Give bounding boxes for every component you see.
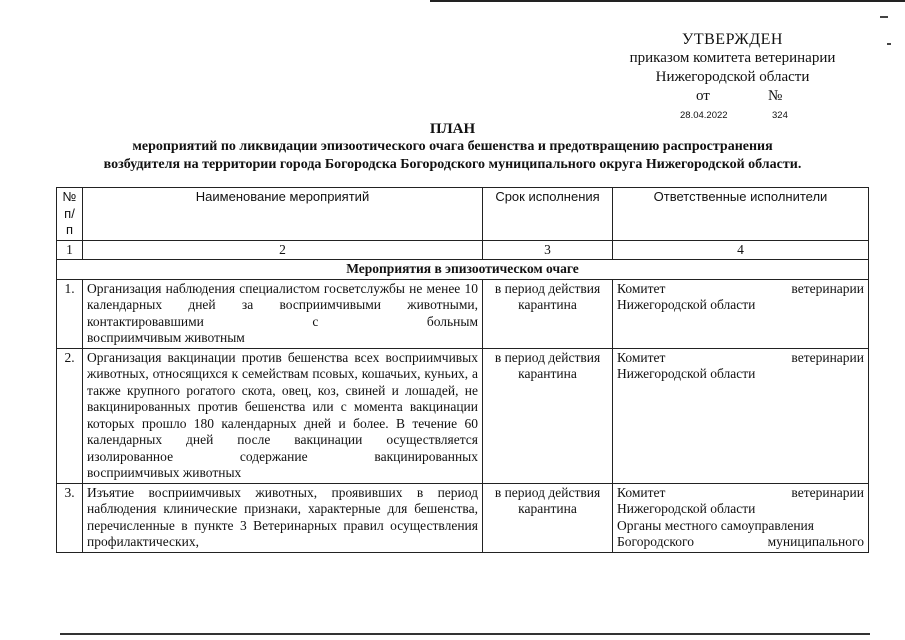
approval-line: приказом комитета ветеринарии bbox=[629, 50, 836, 66]
row-term: в период действия карантина bbox=[483, 348, 613, 483]
top-border-line bbox=[430, 0, 905, 2]
approval-line: Нижегородской области bbox=[655, 69, 810, 85]
from-label: от bbox=[696, 88, 710, 104]
plan-subtitle-line: возбудителя на территории города Богородска Богородского муниципального округа Нижегородской области. bbox=[103, 157, 802, 172]
resp-word: ветеринарии bbox=[791, 484, 864, 500]
activity-text-end: восприимчивых животных bbox=[87, 465, 242, 480]
activity-text-end: восприимчивым животным bbox=[87, 330, 245, 345]
activity-text: Организация наблюдения специалистом госветслужбы не менее 10 календарных дней за восприимчивыми животными, контактировавшими с больным bbox=[87, 280, 478, 329]
header-num: № п/п bbox=[57, 188, 83, 241]
approval-title: УТВЕРЖДЕН bbox=[682, 31, 783, 48]
row-responsible bbox=[613, 348, 869, 483]
resp-word: Богородского bbox=[617, 534, 694, 549]
resp-text: Нижегородской области bbox=[617, 366, 756, 381]
row-term: в период действия карантина bbox=[483, 279, 613, 348]
number-label: № bbox=[768, 88, 783, 104]
bottom-border-line bbox=[60, 633, 870, 635]
resp-word: Комитет bbox=[617, 280, 666, 296]
row-activity bbox=[83, 279, 483, 348]
section-title: Мероприятия в эпизоотическом очаге bbox=[57, 260, 869, 280]
row-activity bbox=[83, 483, 483, 552]
resp-word: ветеринарии bbox=[791, 349, 864, 365]
approval-stamp-block bbox=[600, 30, 865, 120]
scan-mark bbox=[887, 43, 891, 45]
column-number-row bbox=[57, 240, 869, 260]
row-number: 2. bbox=[57, 348, 83, 483]
table-row bbox=[57, 279, 869, 348]
table-header-row bbox=[57, 188, 869, 241]
resp-text: Нижегородской области bbox=[617, 501, 756, 516]
plan-title: ПЛАН bbox=[429, 121, 476, 137]
approval-number: 324 bbox=[772, 110, 788, 121]
resp-word: ветеринарии bbox=[791, 280, 864, 296]
resp-word: муниципального bbox=[767, 534, 864, 549]
row-responsible bbox=[613, 279, 869, 348]
row-term: в период действия карантина bbox=[483, 483, 613, 552]
column-number: 3 bbox=[483, 240, 613, 260]
resp-text: Нижегородской области bbox=[617, 297, 756, 312]
header-name: Наименование мероприятий bbox=[83, 188, 483, 241]
resp-word: Комитет bbox=[617, 484, 666, 500]
table-row bbox=[57, 483, 869, 552]
row-activity bbox=[83, 348, 483, 483]
section-row bbox=[57, 260, 869, 280]
row-number: 3. bbox=[57, 483, 83, 552]
column-number: 4 bbox=[613, 240, 869, 260]
column-number: 1 bbox=[57, 240, 83, 260]
plan-subtitle-line: мероприятий по ликвидации эпизоотического очага бешенства и предотвращению распространения bbox=[132, 139, 773, 154]
resp-text: Органы местного самоуправления bbox=[617, 517, 814, 533]
header-term: Срок исполнения bbox=[483, 188, 613, 241]
scan-mark bbox=[880, 16, 888, 18]
activity-text: Организация вакцинации против бешенства всех восприимчивых животных, относящихся к семействам псовых, кошачьих, куньих, а также крупного рогатого скота, овец, коз, свиней и лошадей, не вакцинированных против бешенства или с момента вакцинации которых прошло 180 календарных дней и более. В течение 60 календарных дней после вакцинации осуществляется изолированное содержание вакцинированных bbox=[87, 349, 478, 464]
header-resp: Ответственные исполнители bbox=[613, 188, 869, 241]
plan-table bbox=[56, 187, 869, 553]
table-row bbox=[57, 348, 869, 483]
resp-word: Комитет bbox=[617, 349, 666, 365]
approval-date: 28.04.2022 bbox=[680, 110, 728, 121]
column-number: 2 bbox=[83, 240, 483, 260]
activity-text: Изъятие восприимчивых животных, проявивших в период наблюдения клинические признаки, характерные для бешенства, перечисленные в пункте 3 Ветеринарных правил осуществления профилактических, bbox=[87, 484, 478, 549]
row-number: 1. bbox=[57, 279, 83, 348]
plan-subtitle bbox=[40, 138, 865, 174]
row-responsible bbox=[613, 483, 869, 552]
